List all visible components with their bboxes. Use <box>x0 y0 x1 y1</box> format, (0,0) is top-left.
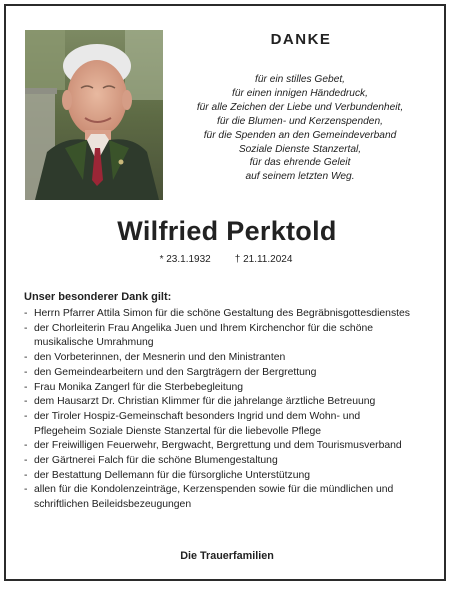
list-dash: - <box>24 484 28 496</box>
thanks-line: für alle Zeichen der Liebe und Verbundenheit, <box>196 101 404 113</box>
thanks-item-text <box>34 439 444 454</box>
thanks-item-line: der Bestattung Dellemann für die fürsorgliche Unterstützung <box>34 469 311 481</box>
thanks-line: für einen innigen Händedruck, <box>232 87 368 99</box>
thanks-item-line: der Gärtnerei Falch für die schöne Blumengestaltung <box>34 455 278 467</box>
special-thanks-list <box>24 307 444 513</box>
thanks-item-line: Herrn Pfarrer Attila Simon für die schöne Gestaltung des Begräbnisgottesdienstes <box>34 308 410 319</box>
thanks-item-text <box>34 366 444 381</box>
thanks-line: auf seinem letzten Weg. <box>245 171 355 183</box>
thanks-line: für ein stilles Gebet, <box>254 74 346 85</box>
list-dash: - <box>24 396 28 408</box>
thanks-item <box>24 410 444 439</box>
signoff: Die Trauerfamilien <box>180 550 274 562</box>
thanks-line: für das ehrende Geleit <box>249 157 351 169</box>
thanks-item-text <box>34 410 444 439</box>
thanks-line: für die Blumen- und Kerzenspenden, <box>217 115 383 127</box>
list-dash: - <box>24 308 28 319</box>
thanks-item-text <box>34 469 444 484</box>
thanks-item-line: schriftlichen Beileidsbezeugungen <box>34 499 192 511</box>
thanks-item-text <box>34 454 444 469</box>
thanks-item-line: Pflegeheim Soziale Dienste Stanzertal für die liebevolle Pflege <box>34 425 322 437</box>
thanks-item-text <box>34 351 444 366</box>
thanks-item-line: der Chorleiterin Frau Angelika Juen und Ihrem Kirchenchor für die schöne <box>34 322 374 334</box>
birth-date: * 23.1.1932 <box>159 254 211 265</box>
thanks-item-text <box>34 322 444 351</box>
list-dash: - <box>24 381 28 393</box>
thanks-item <box>24 483 444 512</box>
life-dates <box>126 254 326 265</box>
list-dash: - <box>24 440 28 452</box>
danke-heading: DANKE <box>270 31 332 48</box>
list-dash: - <box>24 366 28 378</box>
thanks-item <box>24 351 444 366</box>
thanks-item-line: der Tiroler Hospiz-Gemeinschaft besonders Ingrid und dem Wohn- und <box>34 410 361 422</box>
special-thanks-heading: Unser besonderer Dank gilt: <box>24 291 172 303</box>
thanks-item-line: Frau Monika Zangerl für die Sterbebegleitung <box>34 381 244 393</box>
list-dash: - <box>24 410 28 422</box>
thanks-item <box>24 454 444 469</box>
thanks-item-text <box>34 307 444 322</box>
thanks-item-line: allen für die Kondolenzeinträge, Kerzenspenden sowie für die mündlichen und <box>34 484 394 496</box>
list-dash: - <box>24 352 28 364</box>
thanks-item <box>24 307 444 322</box>
obituary-card <box>4 4 446 581</box>
thanks-item-line: musikalische Umrahmung <box>34 337 154 349</box>
thanks-verse <box>169 73 431 184</box>
thanks-item <box>24 469 444 484</box>
thanks-item <box>24 381 444 396</box>
thanks-item-line: dem Hausarzt Dr. Christian Klimmer für die jahrelange ärztliche Betreuung <box>34 396 376 408</box>
thanks-line: für die Spenden an den Gemeindeverband <box>203 129 397 141</box>
thanks-item-line: den Gemeindearbeitern und den Sargträgern der Bergrettung <box>34 366 317 378</box>
list-dash: - <box>24 469 28 481</box>
thanks-item <box>24 439 444 454</box>
deceased-name: Wilfried Perktold <box>117 216 337 246</box>
thanks-item <box>24 366 444 381</box>
thanks-item-text <box>34 483 444 512</box>
thanks-item <box>24 395 444 410</box>
list-dash: - <box>24 322 28 334</box>
thanks-item-text <box>34 395 444 410</box>
portrait-photo <box>25 30 163 200</box>
thanks-item-line: den Vorbeterinnen, der Mesnerin und den Ministranten <box>34 352 286 364</box>
thanks-item-line: der Freiwilligen Feuerwehr, Bergwacht, Bergrettung und dem Tourismusverband <box>34 440 402 452</box>
thanks-item-text <box>34 381 444 396</box>
thanks-item <box>24 322 444 351</box>
portrait-image <box>25 30 163 200</box>
thanks-line: Soziale Dienste Stanzertal, <box>238 143 362 155</box>
list-dash: - <box>24 455 28 467</box>
death-date: † 21.11.2024 <box>234 254 293 265</box>
